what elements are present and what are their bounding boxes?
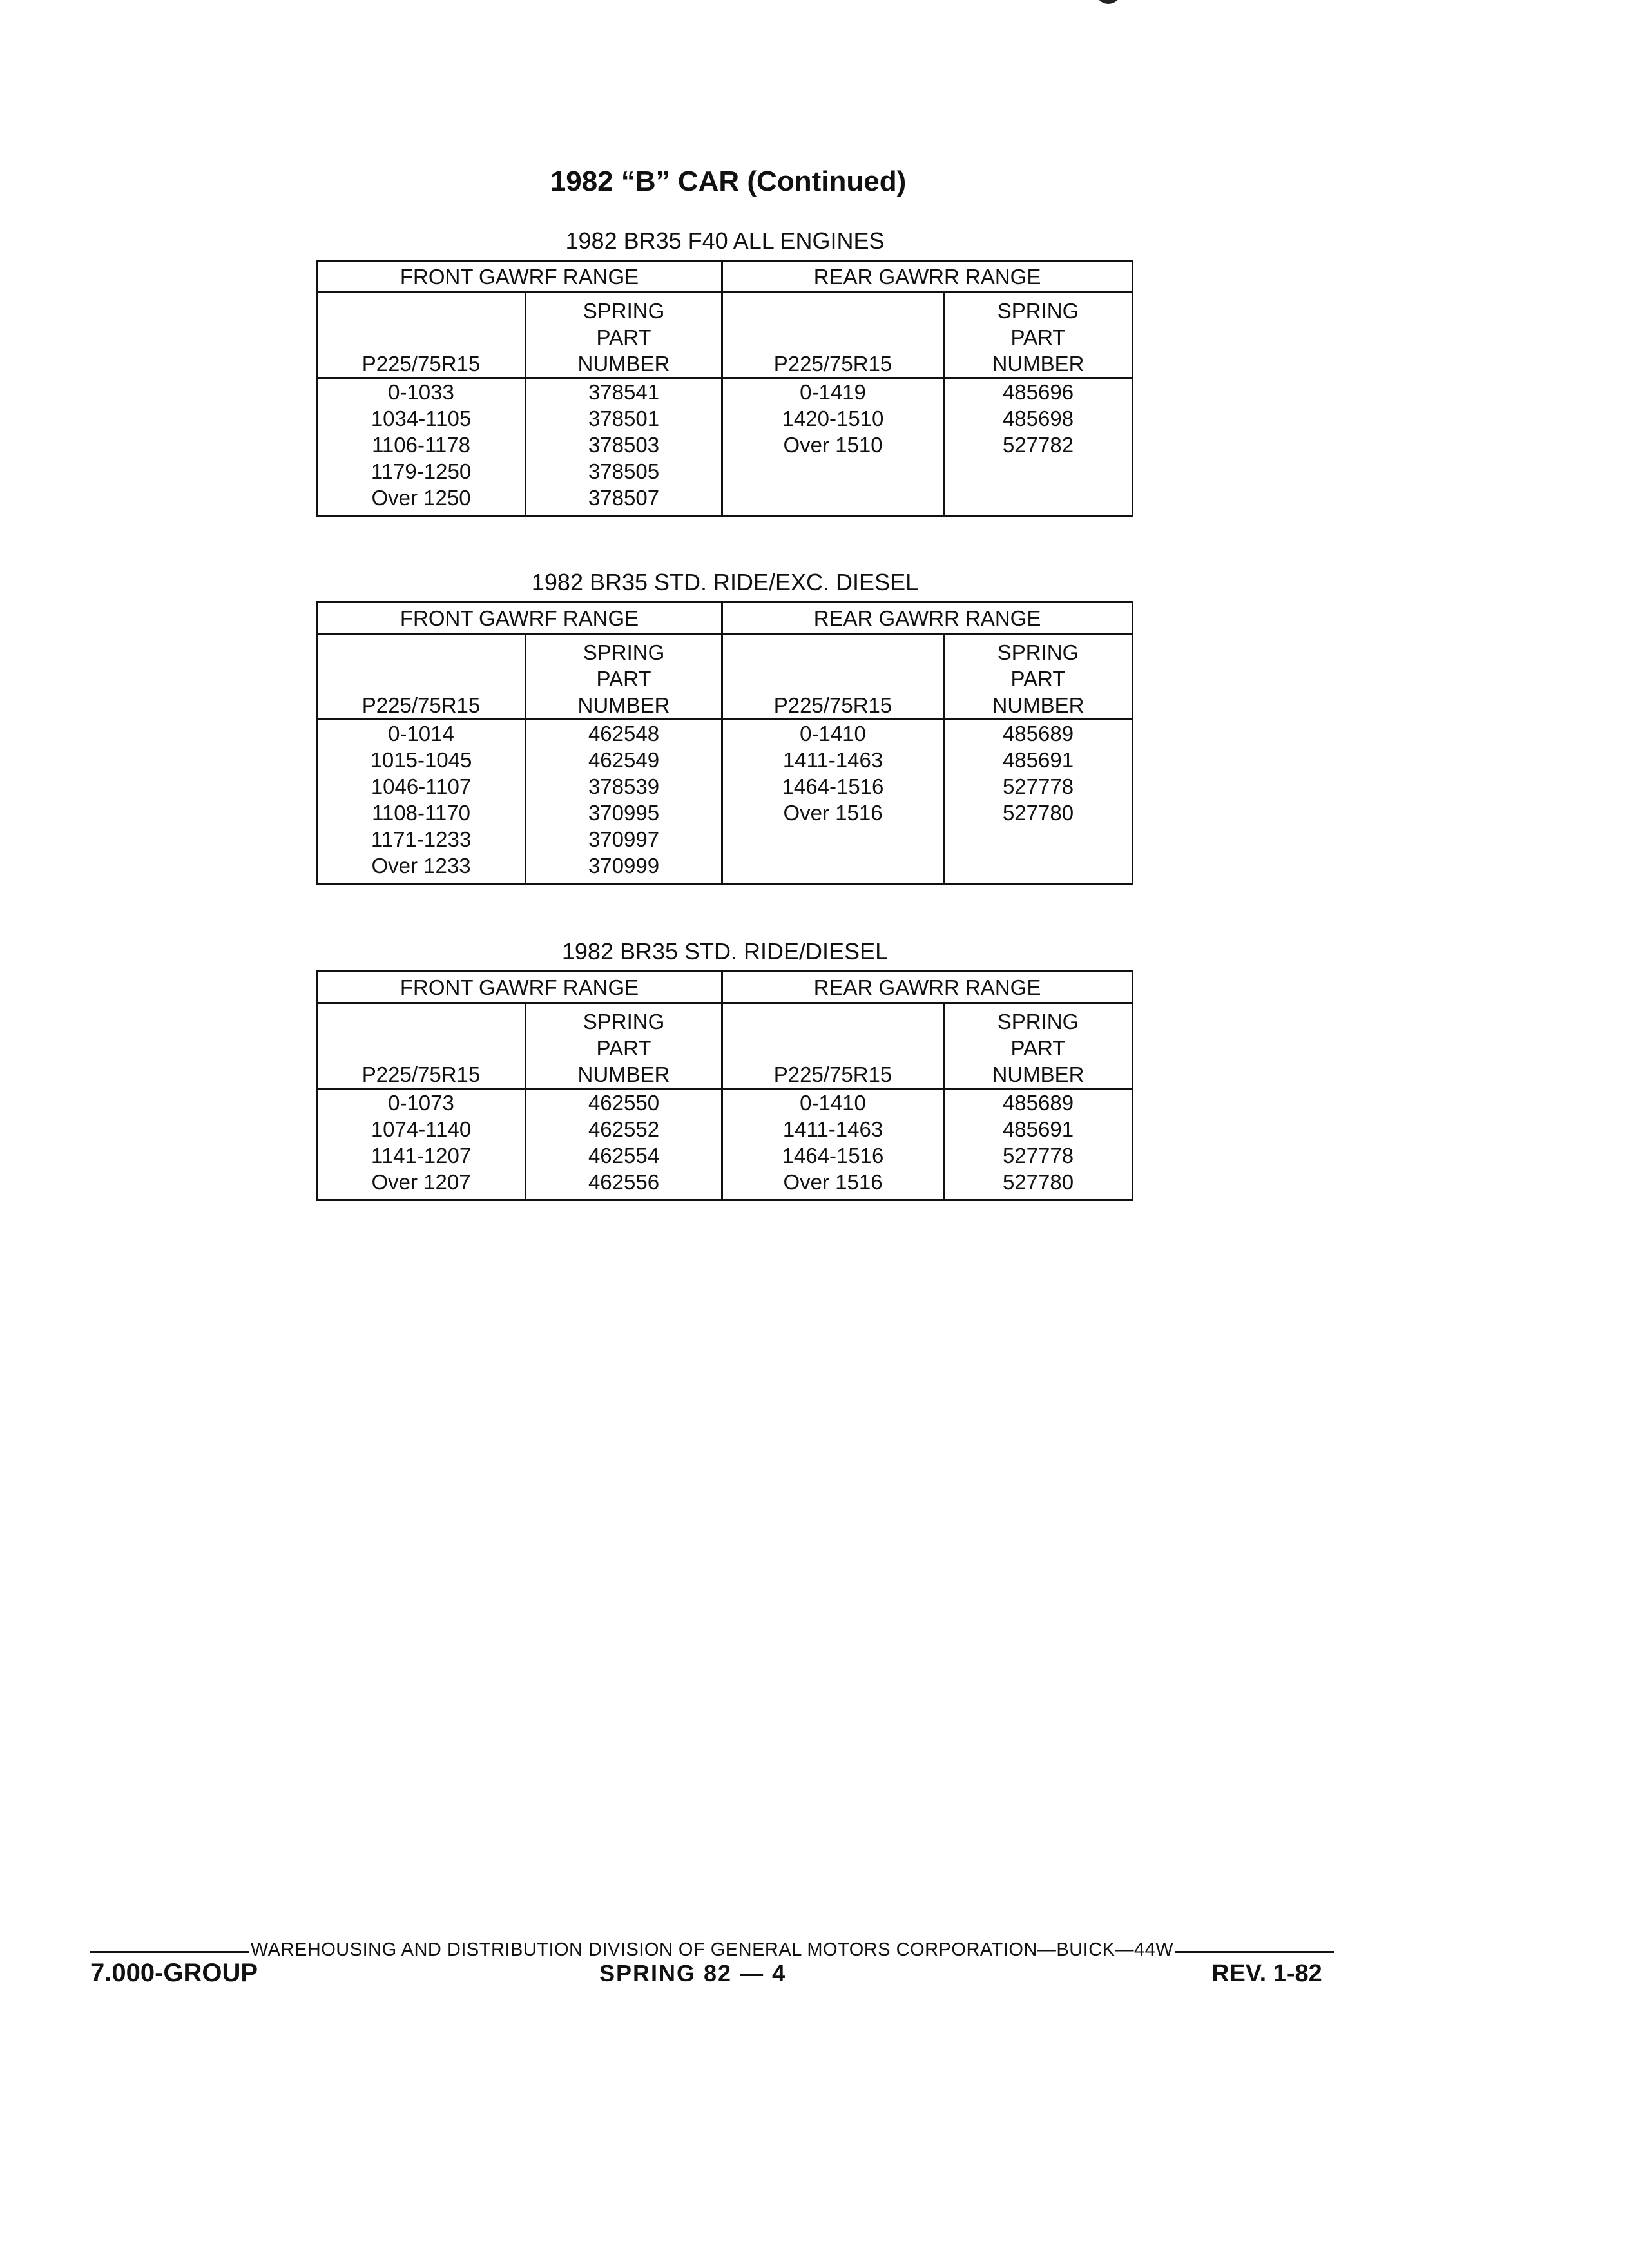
- front-part-number-cell: 462556: [526, 1169, 722, 1200]
- rear-range-cell: Over 1516: [722, 800, 944, 826]
- table-row: [317, 1169, 1133, 1200]
- table-row: [317, 378, 1133, 406]
- spring-header-line: NUMBER: [992, 352, 1084, 376]
- rear-range-cell: [722, 852, 944, 884]
- rear-part-number-cell: 527780: [944, 1169, 1133, 1200]
- front-range-header: FRONT GAWRF RANGE: [317, 972, 722, 1003]
- front-range-cell: Over 1233: [317, 852, 526, 884]
- rear-range-cell: 1411-1463: [722, 1116, 944, 1142]
- spring-table-std-ride-diesel: [316, 970, 1133, 1201]
- rear-range-cell: 0-1410: [722, 720, 944, 747]
- rear-range-cell: Over 1516: [722, 1169, 944, 1200]
- spring-header-line: NUMBER: [577, 693, 670, 717]
- front-range-cell: 1034-1105: [317, 405, 526, 432]
- front-range-cell: 1074-1140: [317, 1116, 526, 1142]
- table-title: 1982 BR35 F40 ALL ENGINES: [565, 227, 885, 254]
- footer-revision: REV. 1-82: [1211, 1960, 1322, 1987]
- rear-part-number-cell: 485689: [944, 1089, 1133, 1117]
- front-part-number-cell: 462554: [526, 1142, 722, 1169]
- table-row: [317, 747, 1133, 773]
- table-row: [317, 432, 1133, 458]
- rear-range-cell: [722, 485, 944, 516]
- rear-part-number-cell: 485691: [944, 747, 1133, 773]
- front-tire-header: P225/75R15: [317, 1003, 526, 1089]
- range-header-row: [317, 602, 1133, 634]
- rear-range-header: REAR GAWRR RANGE: [722, 261, 1133, 293]
- front-range-cell: 1015-1045: [317, 747, 526, 773]
- rear-range-cell: 1420-1510: [722, 405, 944, 432]
- front-range-header: FRONT GAWRF RANGE: [317, 261, 722, 293]
- table-row: [317, 852, 1133, 884]
- front-spring-header: [526, 634, 722, 720]
- table-row: [317, 1142, 1133, 1169]
- range-header-row: [317, 261, 1133, 293]
- rear-range-cell: [722, 458, 944, 485]
- spring-header-line: NUMBER: [577, 352, 670, 376]
- spring-header-line: NUMBER: [992, 693, 1084, 717]
- front-part-number-cell: 462549: [526, 747, 722, 773]
- front-part-number-cell: 378507: [526, 485, 722, 516]
- rear-part-number-cell: [944, 852, 1133, 884]
- table-row: [317, 1089, 1133, 1117]
- rear-part-number-cell: 527778: [944, 1142, 1133, 1169]
- column-header-row: [317, 634, 1133, 720]
- rear-part-number-cell: 485691: [944, 1116, 1133, 1142]
- rear-range-cell: Over 1510: [722, 432, 944, 458]
- front-part-number-cell: 462552: [526, 1116, 722, 1142]
- front-part-number-cell: 378501: [526, 405, 722, 432]
- table-row: [317, 720, 1133, 747]
- rear-part-number-cell: 527780: [944, 800, 1133, 826]
- spring-header-line: NUMBER: [992, 1062, 1084, 1086]
- table-row: [317, 800, 1133, 826]
- page-corner-mark: [1095, 0, 1121, 4]
- rear-spring-header: [944, 293, 1133, 378]
- spring-header-line: PART: [596, 667, 651, 691]
- rear-part-number-cell: 485696: [944, 378, 1133, 406]
- footer-group: 7.000-GROUP: [90, 1959, 258, 1987]
- footer-division: WAREHOUSING AND DISTRIBUTION DIVISION OF GENERAL MOTORS CORPORATION—BUICK—44W: [250, 1939, 1174, 1960]
- spring-header-line: SPRING: [583, 640, 665, 664]
- spring-header-line: PART: [1010, 325, 1066, 349]
- front-spring-header: [526, 1003, 722, 1089]
- spring-table-std-ride-exc-diesel: [316, 601, 1133, 885]
- rear-range-cell: 1411-1463: [722, 747, 944, 773]
- spring-header-line: SPRING: [997, 1010, 1079, 1033]
- rear-part-number-cell: [944, 458, 1133, 485]
- footer-section: SPRING 82 — 4: [599, 1960, 787, 1986]
- rear-spring-header: [944, 1003, 1133, 1089]
- rear-tire-header: P225/75R15: [722, 293, 944, 378]
- front-range-cell: Over 1250: [317, 485, 526, 516]
- column-header-row: [317, 1003, 1133, 1089]
- table-row: [317, 1116, 1133, 1142]
- front-tire-header: P225/75R15: [317, 293, 526, 378]
- spring-header-line: NUMBER: [577, 1062, 670, 1086]
- spring-header-line: SPRING: [583, 299, 665, 323]
- rear-part-number-cell: 527782: [944, 432, 1133, 458]
- rear-range-header: REAR GAWRR RANGE: [722, 972, 1133, 1003]
- spring-header-line: PART: [596, 325, 651, 349]
- table-row: [317, 826, 1133, 852]
- table-row: [317, 773, 1133, 800]
- rear-part-number-cell: [944, 485, 1133, 516]
- rear-range-cell: 1464-1516: [722, 773, 944, 800]
- rear-range-cell: 0-1419: [722, 378, 944, 406]
- table-title: 1982 BR35 STD. RIDE/DIESEL: [561, 938, 889, 965]
- spring-header-line: PART: [1010, 667, 1066, 691]
- rear-part-number-cell: 527778: [944, 773, 1133, 800]
- front-part-number-cell: 462548: [526, 720, 722, 747]
- front-tire-header: P225/75R15: [317, 634, 526, 720]
- rear-part-number-cell: 485689: [944, 720, 1133, 747]
- rear-tire-header: P225/75R15: [722, 1003, 944, 1089]
- rear-part-number-cell: 485698: [944, 405, 1133, 432]
- page-title: 1982 “B” CAR (Continued): [550, 166, 907, 197]
- front-part-number-cell: 370995: [526, 800, 722, 826]
- footer-division-line: [90, 1939, 1334, 1961]
- rear-range-cell: 1464-1516: [722, 1142, 944, 1169]
- spring-header-line: PART: [1010, 1036, 1066, 1060]
- front-range-cell: 1106-1178: [317, 432, 526, 458]
- front-spring-header: [526, 293, 722, 378]
- front-part-number-cell: 378505: [526, 458, 722, 485]
- front-range-cell: 1141-1207: [317, 1142, 526, 1169]
- front-range-cell: 1046-1107: [317, 773, 526, 800]
- table-row: [317, 405, 1133, 432]
- spring-header-line: SPRING: [997, 640, 1079, 664]
- rear-range-cell: 0-1410: [722, 1089, 944, 1117]
- spring-header-line: SPRING: [997, 299, 1079, 323]
- table-title: 1982 BR35 STD. RIDE/EXC. DIESEL: [531, 569, 919, 595]
- front-range-cell: 0-1014: [317, 720, 526, 747]
- rear-tire-header: P225/75R15: [722, 634, 944, 720]
- front-range-cell: 1179-1250: [317, 458, 526, 485]
- table-row: [317, 485, 1133, 516]
- footer-rule-right: [1175, 1951, 1334, 1953]
- rear-spring-header: [944, 634, 1133, 720]
- column-header-row: [317, 293, 1133, 378]
- front-part-number-cell: 378503: [526, 432, 722, 458]
- front-range-cell: 0-1033: [317, 378, 526, 406]
- front-part-number-cell: 370999: [526, 852, 722, 884]
- table-row: [317, 458, 1133, 485]
- rear-part-number-cell: [944, 826, 1133, 852]
- front-part-number-cell: 370997: [526, 826, 722, 852]
- spring-header-line: SPRING: [583, 1010, 665, 1033]
- spring-header-line: PART: [596, 1036, 651, 1060]
- rear-range-header: REAR GAWRR RANGE: [722, 602, 1133, 634]
- front-range-cell: Over 1207: [317, 1169, 526, 1200]
- rear-range-cell: [722, 826, 944, 852]
- front-part-number-cell: 378539: [526, 773, 722, 800]
- front-range-cell: 1108-1170: [317, 800, 526, 826]
- front-range-cell: 1171-1233: [317, 826, 526, 852]
- range-header-row: [317, 972, 1133, 1003]
- front-range-header: FRONT GAWRF RANGE: [317, 602, 722, 634]
- front-part-number-cell: 378541: [526, 378, 722, 406]
- spring-table-f40: [316, 260, 1133, 517]
- front-range-cell: 0-1073: [317, 1089, 526, 1117]
- front-part-number-cell: 462550: [526, 1089, 722, 1117]
- footer-rule-left: [90, 1951, 249, 1953]
